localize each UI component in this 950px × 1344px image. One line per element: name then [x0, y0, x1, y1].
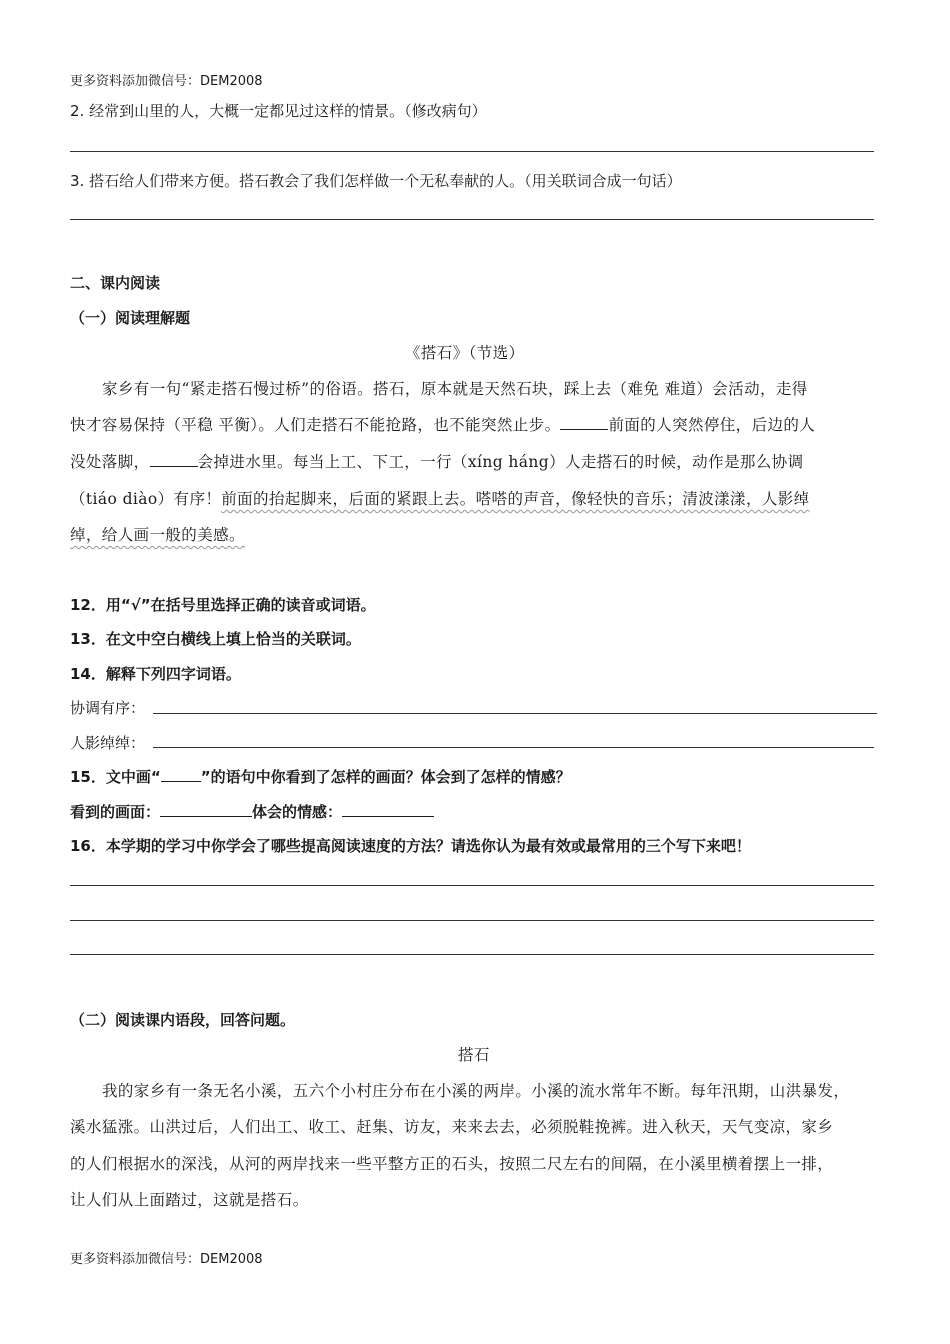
question-2: 2. 经常到山里的人，大概一定都见过这样的情景。（修改病句） — [70, 102, 487, 120]
blank-conjunction-1[interactable] — [560, 414, 608, 431]
answer-line-16-1[interactable] — [70, 885, 874, 886]
answer-line-14-a[interactable] — [153, 713, 877, 714]
question-16: 16．本学期的学习中你学会了哪些提高阅读速度的方法？请选你认为最有效或最常用的三个写下来吧！ — [70, 837, 751, 855]
answer-line-14-b[interactable] — [153, 747, 874, 748]
question-15-label-scene: 看到的画面： — [70, 803, 161, 821]
answer-line-2[interactable] — [70, 151, 874, 152]
passage-2-title: 搭石 — [458, 1046, 490, 1064]
answer-line-3[interactable] — [70, 219, 874, 220]
blank-conjunction-2[interactable] — [150, 451, 198, 468]
passage-1-line-5-wavy: 绰，给人画一般的美感。 — [70, 526, 245, 544]
passage-1-line-2-b: 前面的人突然停住，后边的人 — [608, 416, 816, 434]
reading-1-subtitle: （一）阅读理解题 — [70, 309, 191, 327]
passage-1-line-1: 家乡有一句“紧走搭石慢过桥”的俗语。搭石，原本就是天然石块，踩上去（难免 难道）会活动，走得 — [102, 380, 808, 398]
question-14: 14．解释下列四字词语。 — [70, 665, 241, 683]
passage-1-line-5 — [70, 523, 245, 545]
header-note: 更多资料添加微信号：DEM2008 — [70, 74, 263, 89]
footer-note: 更多资料添加微信号：DEM2008 — [70, 1252, 263, 1267]
passage-1-line-2-a: 快才容易保持（平稳 平衡）。人们走搭石不能抢路，也不能突然止步。 — [70, 416, 561, 434]
passage-2-line-4: 让人们从上面踏过，这就是搭石。 — [70, 1191, 309, 1209]
passage-1-line-4 — [70, 487, 810, 509]
passage-1-line-4-a: （tiáo diào）有序！ — [70, 490, 222, 508]
passage-1-line-4-wavy: 前面的抬起脚来，后面的紧跟上去。嗒嗒的声音，像轻快的音乐；清波漾漾，人影绰 — [221, 490, 810, 508]
question-15-answers — [70, 801, 434, 822]
question-14-label-b: 人影绰绰： — [70, 734, 146, 752]
question-15-underline-sample — [161, 766, 201, 782]
passage-2-line-3: 的人们根据水的深浅，从河的两岸找来一些平整方正的石头，按照二尺左右的间隔，在小溪里横着摆上一排， — [70, 1155, 834, 1173]
answer-line-16-3[interactable] — [70, 954, 874, 955]
answer-blank-15-feeling[interactable] — [342, 801, 434, 817]
question-3: 3. 搭石给人们带来方便。搭石教会了我们怎样做一个无私奉献的人。（用关联词合成一句话） — [70, 172, 682, 190]
passage-1-line-3-b: 会掉进水里。每当上工、下工，一行（xíng háng）人走搭石的时候，动作是那么协调 — [197, 453, 804, 471]
question-15-label-feeling: 体会的情感： — [252, 803, 343, 821]
passage-1-line-3 — [70, 450, 803, 472]
answer-blank-15-scene[interactable] — [160, 801, 252, 817]
question-14-label-a: 协调有序： — [70, 699, 146, 717]
passage-1-line-2 — [70, 413, 815, 435]
reading-2-subtitle: （二）阅读课内语段，回答问题。 — [70, 1011, 296, 1029]
question-15-b: ”的语句中你看到了怎样的画面？体会到了怎样的情感？ — [200, 768, 571, 786]
question-12: 12．用“√”在括号里选择正确的读音或词语。 — [70, 596, 376, 614]
passage-1-line-3-a: 没处落脚， — [70, 453, 150, 471]
question-13: 13．在文中空白横线上填上恰当的关联词。 — [70, 630, 361, 648]
question-15-a: 15．文中画“ — [70, 768, 161, 786]
section-title: 二、课内阅读 — [70, 274, 161, 292]
question-15 — [70, 766, 571, 787]
passage-1-title: 《搭石》（节选） — [405, 344, 525, 362]
passage-2-line-1: 我的家乡有一条无名小溪，五六个小村庄分布在小溪的两岸。小溪的流水常年不断。每年汛期，山洪暴发， — [102, 1082, 850, 1100]
answer-line-16-2[interactable] — [70, 920, 874, 921]
passage-2-line-2: 溪水猛涨。山洪过后，人们出工、收工、赶集、访友，来来去去，必须脱鞋挽裤。进入秋天，天气变凉，家乡 — [70, 1118, 834, 1136]
